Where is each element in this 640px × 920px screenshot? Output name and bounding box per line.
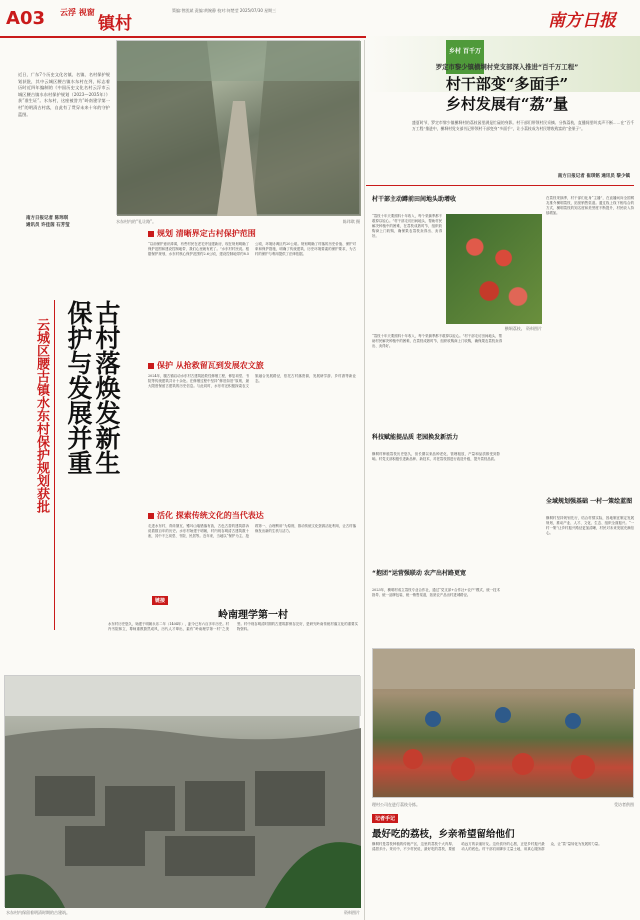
lychee-caption: 横垌荔枝。 资料图片: [504, 326, 542, 331]
reporter-note-badge: 记者手记: [372, 814, 398, 823]
link-title: 岭南理学第一村: [218, 610, 288, 621]
title-rule: [54, 300, 55, 630]
section-heading-plan: 规划 清晰界定古村保护范围: [148, 228, 256, 239]
big-photo-credit: 资料图片: [344, 910, 360, 915]
photo-caption: 水东村内的“礼让路”。: [116, 219, 157, 224]
column-divider: [364, 40, 365, 920]
section-title: 镇村: [98, 14, 132, 34]
sorting-photo: [372, 648, 634, 798]
feature-byline: 南方日报记者 崔琪铭 通讯员 黎少镇: [557, 174, 630, 179]
section-body-protect: 2024年，腰古镇启动水东村古建筑抢救性修缮工程，修复祠堂、书院等传统建筑共计十余处。在修缮过程中坚持“修旧如旧”原则，最大限度保留古建筑的历史信息。与此同时，水东村还积极探索农文旅融合发展路径，依托古村落资源，发展研学游、乡村游等新业态。: [148, 374, 356, 389]
byline: 南方日报记者 陈玮琪 通讯员 许佳茵 石芳莹: [26, 216, 70, 228]
village-lane-illustration: [117, 41, 361, 216]
lychee-photo: [446, 214, 542, 324]
right-body-2: 横垌村种植荔枝历史悠久，但长期以来品种老化、管理粗放，产量和品质都受到影响。村党支部积极引进新品种、新技术，对老荔枝园进行改造升级，提升荔枝品质。: [372, 452, 500, 462]
link-body: 水东村历史悠久，始建于明朝永乐二年（1404年），距今已有六百多年历史。村内书院林立，尊师重教蔚然成风，历代人才辈出，素有“岭南理学第一村”之美誉。村中现存明清时期的古建筑群保存完好，是研究岭南传统村落文化的重要实物资料。: [108, 622, 358, 632]
intro-text: 近日，广东7个历史文化名镇、名镇、名村保护规划获批，其中云城区腰古镇水东村在列，标志着历时近四年编制的《中国历史文化名村云浮市云城区腰古镇水东村保护规划（2023—2035年）》获“准生证”。水东村，这座被誉为“岭南建学第一村”的明清古村落，自此有了贯穿未来十年的守护蓝图。: [18, 72, 110, 117]
village-lane-photo: [116, 40, 360, 215]
section-heading-activate: 活化 探索传统文化的当代表达: [148, 510, 264, 521]
masthead: [0, 0, 640, 38]
feature-badge: 乡村 百千万: [446, 40, 484, 74]
section-heading-protect: 保护 从抢救留瓦到发展农文旅: [148, 360, 264, 371]
main-title: 古村落焕发新生 保护与发展并重: [64, 300, 121, 475]
right-heading-2: 科技赋能提品质 老园换发新活力: [372, 434, 459, 441]
right-heading-col2: 全域规划强基础 一村一策绘蓝图: [546, 498, 633, 505]
sorting-credit: 受访者供图: [614, 802, 634, 807]
newspaper-logo: 南方日报: [548, 11, 616, 31]
sorting-scene-illustration: [373, 649, 635, 799]
right-heading-1: 村干部主动蹲前田间地头助增收: [372, 196, 457, 203]
village-rooftops-illustration: [5, 676, 361, 908]
sorting-caption: 理村公司在进行荔枝分拣。: [372, 802, 420, 807]
right-body-col2: 横垌村坚持规划先行，结合村情实际，因地制宜制定发展规划，推动产业、人才、文化、生态、组织全面振兴。“一村一策”让乡村振兴路径更加清晰，村民对未来发展充满信心。: [546, 516, 634, 536]
feature-title: 村干部变“多面手” 乡村发展有“荔”量: [445, 75, 569, 113]
old-village-photo: [4, 675, 360, 907]
reporter-note-title: 最好吃的荔枝，乡亲希望留给他们: [372, 829, 515, 840]
page-number: A03: [6, 8, 45, 29]
right-body-3: 2023年，横垌村成立荔枝专业合作社，通过“党支部+合作社+农户”模式，统一技术指导、统一品牌包装、统一销售渠道，拓宽农产品出村进城路径。: [372, 588, 500, 598]
right-body-col2-top: 在荔枝采摘季，村干部们化身“主播”，在直播间向全国网友推介横垌荔枝，拓宽销售渠道。通过线上线下相结合的方式，横垌荔枝的知名度和美誉度不断提升，村民收入持续增加。: [546, 196, 634, 216]
main-subtitle: 云城区腰古镇水东村保护规划获批: [34, 318, 49, 513]
section-body-plan: “以前保护意识薄弱，有些村民在老宅旁加建新房，现在规划明确了保护范围和建设控制地带，我们心里就有底了。”水东村村民说。根据保护规划，水东村核心保护范围约2.6公顷，建设控制地带约8.5公顷，环境协调区约20公顷。规划明确了村落的历史价值、保护对象和保护措施，明确了传统建筑、历史环境要素的保护要求，为古村的保护与利用提供了法律依据。: [148, 242, 356, 257]
link-badge: 链接: [152, 596, 168, 605]
big-photo-caption: 水东村内保留着明清时期的古建筑。: [6, 910, 70, 915]
section-label: 云浮 视窗: [60, 8, 95, 17]
edition-meta: 策编:曾凯斌 责编:黄婉静 校对:何楚莹 2025/07/30 星期三: [172, 8, 277, 13]
reporter-note-body: 横垌村是荔枝种植的传统产区，这里的荔枝个大肉厚、清甜多汁。采访中，不少村民说，最好吃的荔枝，要留给远方的亲朋好友。这份质朴的心愿，正是乡村振兴最动人的底色。村干部们用脚步丈量土地，用真心服务群众，让“荔”量转化为发展的力量。: [372, 842, 602, 852]
feature-kicker: 罗定市黎少镇横垌村党支部深入推进“百千万工程”: [435, 63, 579, 71]
right-heading-3: “抱团”运营强联动 农产出村路更宽: [372, 570, 466, 577]
photo-credit: 陈玮琪 摄: [342, 219, 360, 224]
section-body-activate: 走进水东村，青砖黛瓦、镬耳山墙错落有致，古色古香的建筑群诉说着数百年的历史。水东村始建于明朝，村内现存明清古建筑数十座，其中不乏祠堂、书院、民居等。近年来，当地以“保护为主、抢救第一、合理利用”为原则，推动传统文化资源活化利用，让古村落焕发出新的生机与活力。: [148, 524, 356, 539]
right-body-1: “荔枝十年天要照料十年收入，每个采摘季都不敢掉以轻心。”村干部走访田间地头，帮助村民解决种植中的困难，在荔枝成熟时节，组织收购商上门收购，确保果农荔枝卖得出、卖得好。: [372, 214, 442, 239]
feature-lead: 盛夏时节，罗定市黎少镇横垌村的荔枝园里满是忙碌的身影。村干部们带领村民采摘、分拣荔枝，直播间里叫卖声不断……在“百千万工程”推进中，横垌村党支部书记带领村干部变身“多面手”，让小荔枝成为村民增收致富的“金果子”。: [412, 120, 634, 131]
right-body-1b: “荔枝十年天要照料十年收入，每个采摘季都不敢掉以轻心。”村干部走访田间地头，帮助村民解决种植中的困难，在荔枝成熟时节，组织收购商上门收购，确保果农荔枝卖得出、卖得好。: [372, 334, 502, 349]
feature-divider: [366, 185, 634, 186]
